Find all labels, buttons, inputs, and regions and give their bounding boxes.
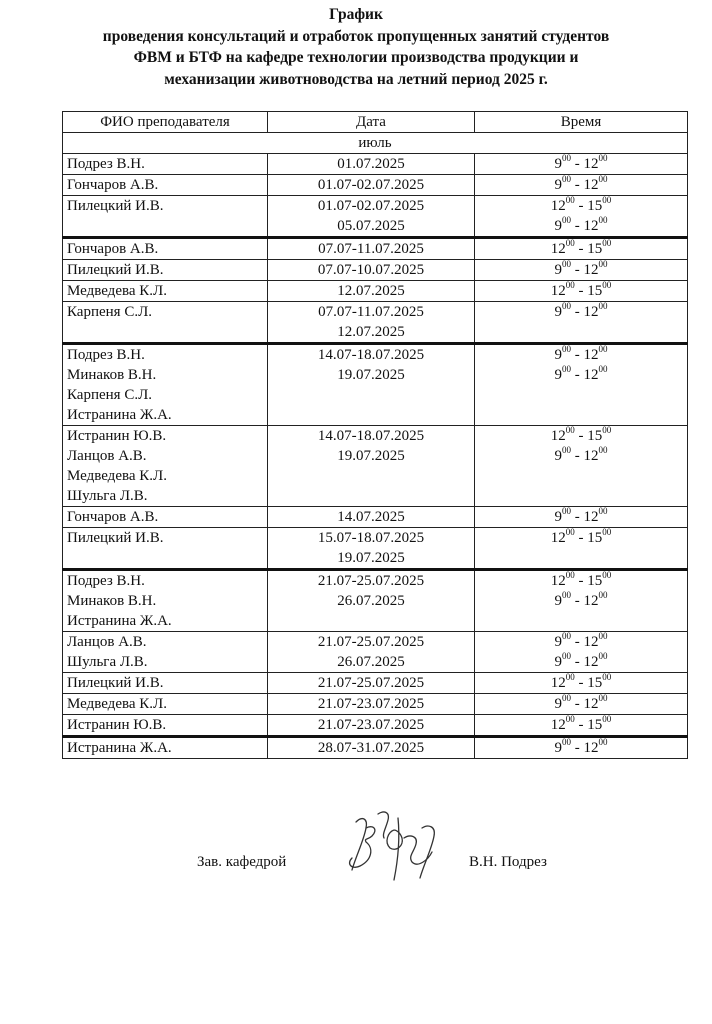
time-start-minutes: 00 <box>565 280 575 290</box>
teacher-cell <box>63 426 268 507</box>
time-range: $9^{00} - 12^{00}$ <box>554 506 608 525</box>
table-header-row <box>63 112 688 133</box>
header-time: Время <box>475 112 688 133</box>
date-value: 07.07-11.07.2025 <box>318 304 424 320</box>
date-cell <box>268 302 475 344</box>
date-value: 01.07-02.07.2025 <box>317 177 425 193</box>
time-end-minutes: 00 <box>602 238 612 248</box>
table-row <box>63 673 688 694</box>
teacher-cell <box>63 260 268 281</box>
document-title <box>50 4 662 90</box>
time-start-hour: 9 <box>554 347 562 363</box>
teacher-cell <box>63 196 268 238</box>
teacher-name: Истранин Ю.В. <box>67 717 167 733</box>
teacher-name: Истранин Ю.В. <box>67 428 167 444</box>
teacher-cell <box>63 281 268 302</box>
table-row <box>63 154 688 175</box>
date-value: 07.07-11.07.2025 <box>318 241 424 257</box>
date-value: 01.07-02.07.2025 <box>317 198 425 214</box>
time-start-hour: 9 <box>554 740 562 756</box>
time-cell <box>475 715 688 737</box>
time-end-minutes: 00 <box>598 693 608 703</box>
time-start-hour: 9 <box>554 593 562 609</box>
table-row <box>63 507 688 528</box>
time-end-hour: 12 <box>583 654 599 670</box>
time-end-hour: 12 <box>583 304 599 320</box>
time-start-hour: 9 <box>554 177 562 193</box>
teacher-name: Гончаров А.В. <box>67 509 159 525</box>
time-end-hour: 12 <box>583 347 599 363</box>
time-end-minutes: 00 <box>598 737 608 747</box>
date-value: 12.07.2025 <box>337 283 405 299</box>
time-end-hour: 12 <box>583 634 599 650</box>
date-value: 14.07-18.07.2025 <box>317 428 425 444</box>
teacher-name: Минаков В.Н. <box>67 593 157 609</box>
month-label: июль <box>63 133 688 154</box>
time-cell <box>475 632 688 673</box>
time-cell <box>475 175 688 196</box>
date-cell <box>268 344 475 426</box>
teacher-name: Подрез В.Н. <box>67 347 145 363</box>
time-start-minutes: 00 <box>562 445 571 455</box>
date-cell <box>268 570 475 632</box>
time-range: $9^{00} - 12^{00}$ <box>554 651 608 670</box>
time-end-minutes: 00 <box>602 570 612 580</box>
date-cell <box>268 528 475 570</box>
time-range: $12^{00} - 15^{00}$ <box>550 714 612 733</box>
time-end-minutes: 00 <box>598 215 608 225</box>
table-row <box>63 528 688 570</box>
title-line-1: График <box>329 6 383 23</box>
time-start-minutes: 00 <box>562 737 571 747</box>
time-cell <box>475 281 688 302</box>
time-end-hour: 12 <box>583 593 599 609</box>
time-end-hour: 12 <box>583 177 599 193</box>
table-row <box>63 570 688 632</box>
time-end-hour: 15 <box>587 241 603 257</box>
time-start-hour: 9 <box>554 304 562 320</box>
table-row <box>63 737 688 759</box>
date-value: 01.07.2025 <box>337 156 405 172</box>
teacher-name: Ланцов А.В. <box>67 634 147 650</box>
time-end-hour: 12 <box>583 696 599 712</box>
time-start-minutes: 00 <box>562 153 571 163</box>
time-start-minutes: 00 <box>562 506 571 516</box>
teacher-cell <box>63 570 268 632</box>
time-start-minutes: 00 <box>565 527 575 537</box>
time-end-hour: 15 <box>587 428 603 444</box>
date-value: 15.07-18.07.2025 <box>317 530 425 546</box>
teacher-name: Истранина Ж.А. <box>67 740 172 756</box>
time-end-hour: 12 <box>583 367 599 383</box>
teacher-cell <box>63 737 268 759</box>
time-range: $9^{00} - 12^{00}$ <box>554 590 608 609</box>
time-end-hour: 15 <box>587 573 603 589</box>
title-line-4: механизации животноводства на летний период 2025 г. <box>164 70 548 88</box>
time-start-minutes: 00 <box>565 672 575 682</box>
time-end-hour: 12 <box>583 156 599 172</box>
time-cell <box>475 694 688 715</box>
time-range: $9^{00} - 12^{00}$ <box>554 445 608 464</box>
signature-image <box>338 808 458 888</box>
time-range: $9^{00} - 12^{00}$ <box>554 737 608 756</box>
time-cell <box>475 238 688 260</box>
date-value: 19.07.2025 <box>337 550 405 566</box>
schedule-body <box>63 133 688 759</box>
time-start-hour: 9 <box>554 367 562 383</box>
teacher-cell <box>63 154 268 175</box>
time-start-minutes: 00 <box>562 344 571 354</box>
date-cell <box>268 507 475 528</box>
teacher-name: Истранина Ж.А. <box>67 613 172 629</box>
time-start-minutes: 00 <box>562 215 571 225</box>
time-start-hour: 9 <box>554 448 562 464</box>
date-value: 28.07-31.07.2025 <box>317 740 425 756</box>
teacher-name: Минаков В.Н. <box>67 367 157 383</box>
teacher-name: Пилецкий И.В. <box>67 530 164 546</box>
time-range: $9^{00} - 12^{00}$ <box>554 344 608 363</box>
date-value: 14.07-18.07.2025 <box>317 347 425 363</box>
date-cell <box>268 154 475 175</box>
time-cell <box>475 673 688 694</box>
time-start-minutes: 00 <box>565 238 575 248</box>
time-start-hour: 12 <box>550 573 566 589</box>
teacher-name: Подрез В.Н. <box>67 573 145 589</box>
time-end-minutes: 00 <box>602 280 612 290</box>
table-row <box>63 632 688 673</box>
time-start-minutes: 00 <box>562 590 571 600</box>
teacher-name: Карпеня С.Л. <box>67 304 153 320</box>
time-start-hour: 12 <box>550 198 566 214</box>
table-row <box>63 426 688 507</box>
time-start-hour: 12 <box>550 241 566 257</box>
date-cell <box>268 281 475 302</box>
time-end-hour: 15 <box>587 198 603 214</box>
teacher-name: Карпеня С.Л. <box>67 387 153 403</box>
time-range: $12^{00} - 15^{00}$ <box>550 280 612 299</box>
time-range: $12^{00} - 15^{00}$ <box>550 570 612 589</box>
time-end-minutes: 00 <box>598 651 608 661</box>
date-cell <box>268 737 475 759</box>
time-end-minutes: 00 <box>602 672 612 682</box>
time-cell <box>475 260 688 281</box>
date-cell <box>268 238 475 260</box>
time-range: $9^{00} - 12^{00}$ <box>554 364 608 383</box>
date-cell <box>268 260 475 281</box>
time-range: $12^{00} - 15^{00}$ <box>550 425 612 444</box>
time-end-minutes: 00 <box>598 153 608 163</box>
time-start-minutes: 00 <box>562 651 571 661</box>
schedule-table <box>62 111 688 759</box>
teacher-name: Ланцов А.В. <box>67 448 147 464</box>
date-value: 07.07-10.07.2025 <box>317 262 425 278</box>
date-cell <box>268 694 475 715</box>
time-start-minutes: 00 <box>562 259 571 269</box>
teacher-name: Медведева К.Л. <box>67 696 167 712</box>
time-end-minutes: 00 <box>598 344 608 354</box>
title-line-2: проведения консультаций и отработок пропущенных занятий студентов <box>102 27 610 45</box>
date-value: 21.07-25.07.2025 <box>317 675 425 691</box>
time-start-hour: 9 <box>554 634 562 650</box>
date-value: 12.07.2025 <box>337 324 405 340</box>
date-cell <box>268 715 475 737</box>
footer-position: Зав. кафедрой <box>197 854 287 870</box>
time-cell <box>475 528 688 570</box>
table-row <box>63 344 688 426</box>
table-row <box>63 238 688 260</box>
month-row <box>63 133 688 154</box>
table-row <box>63 302 688 344</box>
time-range: $9^{00} - 12^{00}$ <box>554 693 608 712</box>
header-date: Дата <box>268 112 475 133</box>
time-range: $9^{00} - 12^{00}$ <box>554 259 608 278</box>
time-end-hour: 12 <box>583 509 599 525</box>
teacher-name: Пилецкий И.В. <box>67 675 164 691</box>
time-start-hour: 9 <box>554 696 562 712</box>
time-end-hour: 15 <box>587 283 603 299</box>
time-range: $12^{00} - 15^{00}$ <box>550 195 612 214</box>
teacher-name: Пилецкий И.В. <box>67 262 164 278</box>
teacher-name: Медведева К.Л. <box>67 283 167 299</box>
time-end-minutes: 00 <box>602 714 612 724</box>
teacher-name: Истранина Ж.А. <box>67 407 172 423</box>
time-cell <box>475 737 688 759</box>
date-value: 26.07.2025 <box>337 593 405 609</box>
time-range: $12^{00} - 15^{00}$ <box>550 527 612 546</box>
time-end-minutes: 00 <box>598 445 608 455</box>
time-end-minutes: 00 <box>598 259 608 269</box>
time-cell <box>475 507 688 528</box>
time-start-hour: 9 <box>554 509 562 525</box>
date-cell <box>268 426 475 507</box>
table-row <box>63 175 688 196</box>
time-end-hour: 15 <box>587 530 603 546</box>
time-end-hour: 12 <box>583 740 599 756</box>
date-cell <box>268 196 475 238</box>
time-start-minutes: 00 <box>562 174 571 184</box>
teacher-name: Гончаров А.В. <box>67 241 159 257</box>
time-start-hour: 12 <box>550 675 566 691</box>
time-start-minutes: 00 <box>565 714 575 724</box>
date-value: 21.07-25.07.2025 <box>317 634 425 650</box>
time-cell <box>475 344 688 426</box>
time-start-minutes: 00 <box>565 195 575 205</box>
time-range: $12^{00} - 15^{00}$ <box>550 238 612 257</box>
time-end-minutes: 00 <box>602 527 612 537</box>
teacher-name: Пилецкий И.В. <box>67 198 164 214</box>
time-start-minutes: 00 <box>562 631 571 641</box>
footer-name: В.Н. Подрез <box>469 854 547 870</box>
time-end-minutes: 00 <box>602 195 612 205</box>
time-end-hour: 12 <box>583 262 599 278</box>
table-row <box>63 715 688 737</box>
time-start-minutes: 00 <box>565 570 575 580</box>
date-value: 14.07.2025 <box>337 509 405 525</box>
table-row <box>63 281 688 302</box>
teacher-name: Гончаров А.В. <box>67 177 159 193</box>
table-row <box>63 196 688 238</box>
time-range: $9^{00} - 12^{00}$ <box>554 215 608 234</box>
header-teacher: ФИО преподавателя <box>63 112 268 133</box>
teacher-name: Шульга Л.В. <box>67 488 148 504</box>
time-range: $9^{00} - 12^{00}$ <box>554 174 608 193</box>
time-start-hour: 12 <box>550 717 566 733</box>
teacher-cell <box>63 175 268 196</box>
time-end-hour: 12 <box>583 448 599 464</box>
teacher-cell <box>63 238 268 260</box>
time-end-minutes: 00 <box>598 590 608 600</box>
teacher-cell <box>63 673 268 694</box>
title-line-3: ФВМ и БТФ на кафедре технологии производства продукции и <box>133 49 579 66</box>
date-value: 05.07.2025 <box>337 218 405 234</box>
date-value: 19.07.2025 <box>337 367 405 383</box>
time-end-hour: 12 <box>583 218 599 234</box>
teacher-cell <box>63 694 268 715</box>
teacher-cell <box>63 528 268 570</box>
time-start-minutes: 00 <box>562 301 571 311</box>
table-row <box>63 260 688 281</box>
time-cell <box>475 196 688 238</box>
date-cell <box>268 673 475 694</box>
time-start-hour: 9 <box>554 156 562 172</box>
time-end-minutes: 00 <box>598 364 608 374</box>
time-start-hour: 12 <box>550 283 566 299</box>
date-value: 21.07-23.07.2025 <box>317 696 425 712</box>
teacher-name: Шульга Л.В. <box>67 654 148 670</box>
time-end-minutes: 00 <box>602 425 612 435</box>
time-end-hour: 15 <box>587 675 603 691</box>
time-range: $12^{00} - 15^{00}$ <box>550 672 612 691</box>
date-value: 21.07-25.07.2025 <box>317 573 425 589</box>
time-start-minutes: 00 <box>562 693 571 703</box>
time-start-minutes: 00 <box>562 364 571 374</box>
teacher-name: Подрез В.Н. <box>67 156 145 172</box>
time-end-minutes: 00 <box>598 631 608 641</box>
time-start-minutes: 00 <box>565 425 575 435</box>
time-cell <box>475 426 688 507</box>
time-start-hour: 9 <box>554 218 562 234</box>
teacher-cell <box>63 507 268 528</box>
date-cell <box>268 175 475 196</box>
date-value: 21.07-23.07.2025 <box>317 717 425 733</box>
time-start-hour: 12 <box>550 428 566 444</box>
time-range: $9^{00} - 12^{00}$ <box>554 631 608 650</box>
time-end-minutes: 00 <box>598 506 608 516</box>
teacher-cell <box>63 344 268 426</box>
table-row <box>63 694 688 715</box>
time-end-hour: 15 <box>587 717 603 733</box>
date-value: 26.07.2025 <box>337 654 405 670</box>
time-end-minutes: 00 <box>598 301 608 311</box>
time-cell <box>475 154 688 175</box>
time-end-minutes: 00 <box>598 174 608 184</box>
date-cell <box>268 632 475 673</box>
time-start-hour: 9 <box>554 262 562 278</box>
teacher-cell <box>63 715 268 737</box>
teacher-cell <box>63 632 268 673</box>
time-start-hour: 9 <box>554 654 562 670</box>
time-range: $9^{00} - 12^{00}$ <box>554 301 608 320</box>
time-range: $9^{00} - 12^{00}$ <box>554 153 608 172</box>
teacher-name: Медведева К.Л. <box>67 468 167 484</box>
time-cell <box>475 570 688 632</box>
time-cell <box>475 302 688 344</box>
teacher-cell <box>63 302 268 344</box>
time-start-hour: 12 <box>550 530 566 546</box>
date-value: 19.07.2025 <box>337 448 405 464</box>
